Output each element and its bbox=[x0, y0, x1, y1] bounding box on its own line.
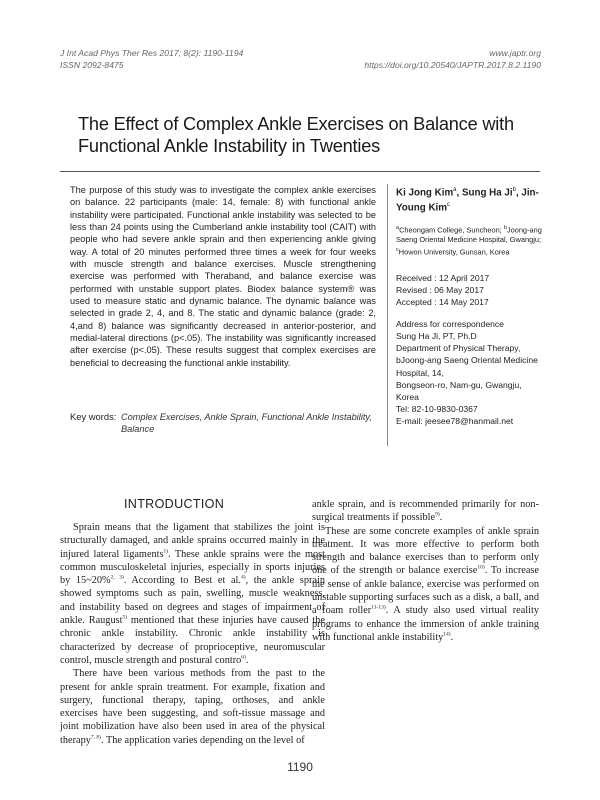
author-1: Ki Jong Kim bbox=[396, 187, 454, 199]
ref-8: 10) bbox=[477, 565, 485, 572]
intro-paragraph-3 bbox=[312, 525, 539, 645]
correspondence-dept: Department of Physical Therapy, bbox=[396, 343, 521, 354]
affil-b-mark: b bbox=[503, 224, 507, 231]
keywords-label: Key words: bbox=[70, 411, 117, 422]
affil-c-mark: c bbox=[396, 247, 399, 254]
p1-text-6: . bbox=[245, 654, 249, 666]
ref-1: 1) bbox=[163, 548, 169, 555]
doi-link[interactable]: https://doi.org/10.20540/JAPTR.2017.8.2.1190 bbox=[364, 60, 541, 70]
affil-c-text: Howon University, Gunsan, Korea bbox=[398, 247, 510, 257]
correspondence-hospital: bJoong-ang Saeng Oriental Medicine Hospital, 14, bbox=[396, 355, 538, 378]
body-column-right bbox=[312, 498, 539, 644]
p1-text-4: , the ankle sprain showed symptoms such as pain, swelling, muscle weakness, and instability based on degrees and stages of impairment of ankle. Raugust bbox=[60, 575, 325, 627]
title-divider bbox=[60, 171, 540, 172]
journal-info: J Int Acad Phys Ther Res 2017; 8(2): 1190-1194 bbox=[60, 48, 244, 58]
title-line-1: The Effect of Complex Ankle Exercises on Balance with bbox=[78, 114, 514, 134]
p1-text-1: Sprain means that the ligament that stabilizes the joint is structurally damaged, and ankle sprains occurred mainly in the injured lateral ligaments bbox=[60, 522, 325, 560]
p3-text-1: These are some concrete examples of ankle sprain treatment. It was more effective to perform both strength and balance exercises than to perform only one of the strength or balance exercise bbox=[312, 525, 539, 577]
website-link[interactable]: www.japtr.org bbox=[489, 48, 541, 58]
author-2-mark: b bbox=[512, 187, 516, 193]
affil-b-text: Joong-ang Saeng Oriental Medicine Hospital, Gwangju; bbox=[396, 225, 542, 245]
author-sep: , bbox=[456, 187, 462, 199]
affiliations bbox=[396, 223, 544, 259]
ref-9: 11-13) bbox=[371, 604, 386, 611]
correspondence-name: Sung Ha Ji, PT, Ph.D bbox=[396, 330, 477, 341]
affil-a-mark: a bbox=[396, 224, 400, 231]
page-number: 1190 bbox=[287, 760, 313, 774]
ref-6: 7, 8) bbox=[90, 734, 101, 741]
correspondence-email[interactable]: E-mail: jeesee78@hanmail.net bbox=[396, 416, 514, 427]
author-1-mark: a bbox=[453, 187, 457, 193]
p3-text-4: . bbox=[450, 631, 454, 643]
author-2: Sung Ha Ji bbox=[461, 187, 513, 199]
p3-text-2: . To increase the sense of ankle balance, exercise was performed on unstable supporting surfaces such as a disk, a ball, and a foam roller bbox=[312, 565, 540, 617]
ref-10: 14) bbox=[443, 631, 451, 638]
article-info bbox=[396, 184, 544, 428]
article-title bbox=[78, 113, 548, 157]
journal-citation bbox=[60, 47, 243, 71]
author-3: , Jin-Young Kim bbox=[396, 187, 539, 214]
p2-text-3: . bbox=[439, 512, 443, 524]
p2-text-2-cont: ankle sprain, and is recommended primarily for non-surgical treatments if possible bbox=[312, 499, 539, 524]
accepted-date: Accepted : 14 May 2017 bbox=[396, 297, 489, 308]
p2-text-1: There have been various methods from the past to the present for ankle sprain treatment. For example, fixation and surgery, functional therapy, taping, orthoses, and ankle exercises have been suggesting, and soft-tissue massage and joint mobilization have also been used in area of the physical therapy bbox=[60, 668, 325, 746]
body-column-left bbox=[60, 521, 325, 747]
p1-text-3: . According to Best et al. bbox=[123, 575, 241, 587]
correspondence-address: Bongseon-ro, Nam-gu, Gwangju, Korea bbox=[396, 379, 522, 402]
affiliation-c bbox=[396, 245, 544, 258]
ref-2: 2, 3) bbox=[110, 574, 124, 581]
affiliation-a bbox=[396, 223, 544, 246]
received-date: Received : 12 April 2017 bbox=[396, 273, 490, 284]
ref-3: 4) bbox=[240, 574, 246, 581]
correspondence-label: Address for correspondence bbox=[396, 318, 504, 329]
p3-text-3: . A study also used virtual reality programs to enhance the immersion of ankle training with functional ankle instability bbox=[312, 605, 539, 643]
ref-4: 5) bbox=[122, 614, 128, 621]
ref-5: 6) bbox=[241, 654, 246, 661]
correspondence bbox=[396, 318, 544, 428]
section-heading: INTRODUCTION bbox=[124, 497, 225, 511]
intro-paragraph-2-cont bbox=[312, 498, 539, 525]
revised-date: Revised : 06 May 2017 bbox=[396, 285, 484, 296]
issn: ISSN 2092-8475 bbox=[60, 60, 124, 70]
p1-text-5: mentioned that these injuries have caused the chronic ankle instability. Chronic ankle instability is characterized by decrease of proprioceptive, neuromuscular control, muscle strength and postural contro bbox=[60, 615, 326, 666]
affil-a-text: Cheongam College, Suncheon; bbox=[399, 225, 502, 234]
journal-links bbox=[364, 47, 541, 71]
intro-paragraph-1 bbox=[60, 521, 325, 667]
column-divider bbox=[387, 184, 388, 446]
p1-text-2: . These ankle sprains were the most common musculoskeletal injuries, especially in sports injuries by 15~20% bbox=[60, 548, 325, 587]
correspondence-tel: Tel: 82-10-9830-0367 bbox=[396, 404, 478, 415]
intro-paragraph-2 bbox=[60, 667, 325, 747]
author-3-mark: c bbox=[446, 202, 450, 209]
title-line-2: Functional Ankle Instability in Twenties bbox=[78, 136, 381, 156]
keywords-text: Complex Exercises, Ankle Sprain, Functional Ankle Instability, Balance bbox=[121, 412, 372, 435]
abstract: The purpose of this study was to investigate the complex ankle exercises on balance. 22 participants (male: 14, female: 8) with functional ankle instability were participated. Functional ankle instability was selected to be less than 24 points using the Cumberland ankle instability tool (CAIT) with people who had severe ankle sprain and then experiencing ankle giving way. A total of 20 minutes performed three times a week for four weeks with muscle strength and balance exercises. Muscle strengthening exercise was performed with Theraband, and balance exercise was performed with unstable support plates. Biodex balance system® was used to measure static and dynamic balance. The dynamic balance was selected in grade 2, 4, and 8. The static and dynamic balance (grade: 2, 4,and 8) balance was significantly decreased in anterior-posterior, and medial-lateral directions (p<.05). The instability was significantly increased after exercise (p<.05). These results suggest that complex exercises are beneficial to decreasing the functional ankle instability. bbox=[70, 185, 376, 368]
article-dates bbox=[396, 272, 544, 309]
author-list bbox=[396, 184, 544, 215]
p2-text-2: . The application varies depending on the level of bbox=[100, 734, 305, 746]
ref-7: 9) bbox=[435, 511, 440, 518]
